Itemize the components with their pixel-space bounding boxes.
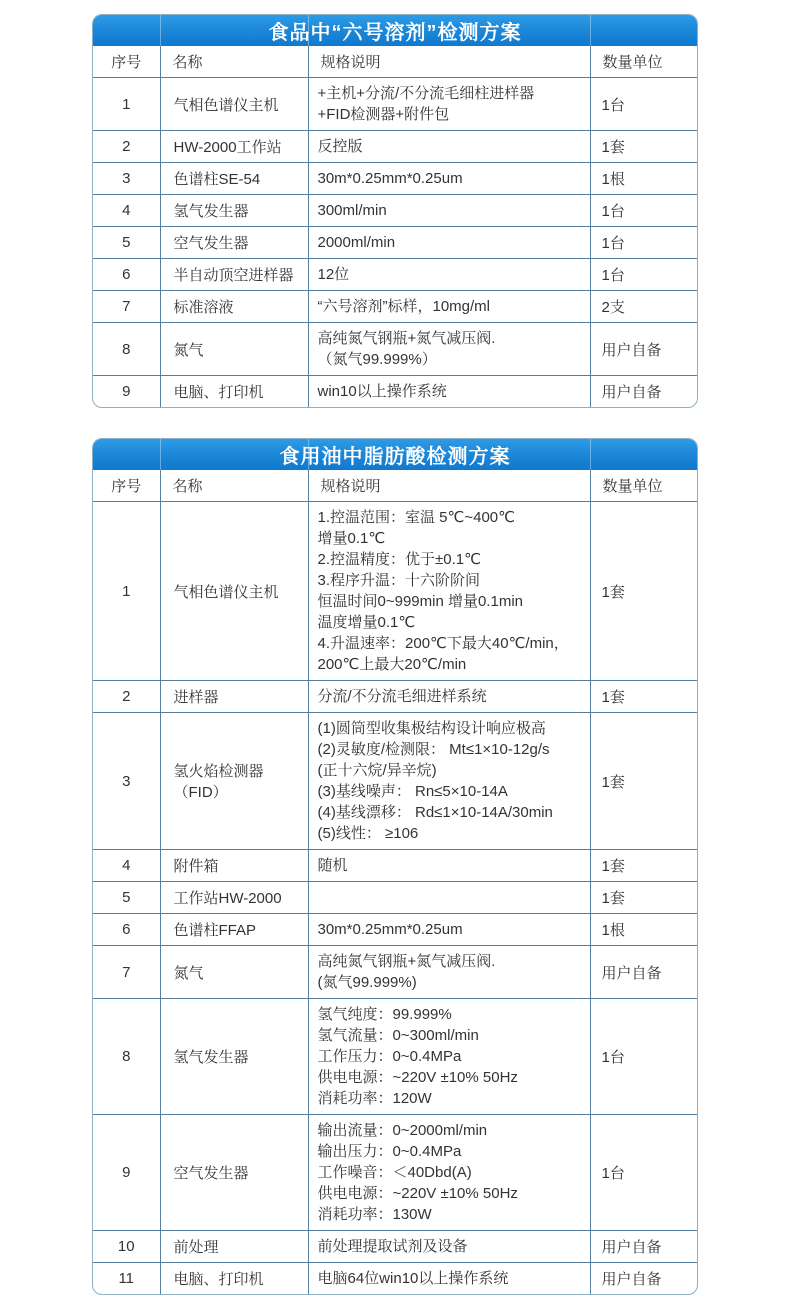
header-cell-spec: 规格说明 — [308, 46, 590, 78]
cell-spec — [308, 1115, 590, 1231]
cell-spec — [308, 946, 590, 999]
cell-name: 电脑、打印机 — [160, 1263, 308, 1295]
table-row — [93, 914, 697, 946]
spec-line: (氮气99.999%) — [317, 974, 417, 991]
cell-spec — [308, 502, 590, 681]
cell-name: 附件箱 — [160, 850, 308, 882]
table-title: 食用油中脂肪酸检测方案 — [279, 446, 511, 468]
table-title-bar — [93, 439, 697, 470]
cell-seq: 7 — [93, 946, 160, 999]
spec-line: +主机+分流/不分流毛细柱进样器 — [317, 85, 535, 102]
cell-spec — [308, 850, 590, 882]
header-row — [93, 46, 697, 78]
header-cell-qty: 数量单位 — [590, 46, 697, 78]
title-column-divider — [590, 439, 591, 470]
cell-seq: 1 — [93, 78, 160, 131]
spec-line: 2.控温精度：优于±0.1℃ — [317, 551, 481, 568]
spec-line: 随机 — [317, 857, 348, 874]
cell-name: 氮气 — [160, 946, 308, 999]
cell-qty: 1根 — [590, 163, 697, 195]
cell-spec — [308, 914, 590, 946]
cell-seq: 5 — [93, 882, 160, 914]
spec-line: 高纯氮气钢瓶+氮气减压阀. — [317, 953, 496, 970]
spec-line: 30m*0.25mm*0.25um — [317, 170, 463, 187]
cell-spec — [308, 376, 590, 408]
cell-spec — [308, 1263, 590, 1295]
spec-line: (正十六烷/异辛烷) — [317, 762, 437, 779]
cell-spec — [308, 291, 590, 323]
table-row — [93, 291, 697, 323]
cell-spec — [308, 1231, 590, 1263]
table-row — [93, 1115, 697, 1231]
cell-qty: 1套 — [590, 502, 697, 681]
cell-spec — [308, 163, 590, 195]
header-cell-name: 名称 — [160, 470, 308, 502]
cell-qty: 1台 — [590, 78, 697, 131]
spec-line: 电脑64位win10以上操作系统 — [317, 1270, 509, 1287]
cell-qty: 用户自备 — [590, 946, 697, 999]
spec-line: 增量0.1℃ — [317, 530, 386, 547]
spec-line: (5)线性： ≥106 — [317, 825, 419, 842]
cell-qty: 1套 — [590, 850, 697, 882]
table-row — [93, 946, 697, 999]
cell-qty: 用户自备 — [590, 1263, 697, 1295]
table-row — [93, 713, 697, 850]
cell-qty: 1台 — [590, 1115, 697, 1231]
cell-seq: 11 — [93, 1263, 160, 1295]
title-column-divider — [308, 15, 309, 46]
table-body — [93, 78, 697, 408]
table-title-bar — [93, 15, 697, 46]
table-row — [93, 131, 697, 163]
title-column-divider — [308, 439, 309, 470]
spec-line: (2)灵敏度/检测限： Mt≤1×10-12g/s — [317, 741, 550, 758]
cell-seq: 9 — [93, 1115, 160, 1231]
spec-line: 输出压力：0~0.4MPa — [317, 1143, 462, 1160]
table-row — [93, 78, 697, 131]
cell-name: 氮气 — [160, 323, 308, 376]
spec-line: 分流/不分流毛细进样系统 — [317, 688, 487, 705]
spec-line: 消耗功率：120W — [317, 1090, 432, 1107]
table-body — [93, 502, 697, 1295]
cell-qty: 1套 — [590, 713, 697, 850]
header-cell-seq: 序号 — [93, 46, 160, 78]
spec-line: 高纯氮气钢瓶+氮气减压阀. — [317, 330, 496, 347]
cell-seq: 2 — [93, 131, 160, 163]
cell-seq: 3 — [93, 713, 160, 850]
cell-spec — [308, 323, 590, 376]
table-row — [93, 882, 697, 914]
spec-line: 反控版 — [317, 138, 363, 155]
cell-spec — [308, 259, 590, 291]
cell-name: 色谱柱FFAP — [160, 914, 308, 946]
spec-line: 4.升温速率：200℃下最大40℃/min， — [317, 635, 569, 652]
table-row — [93, 1263, 697, 1295]
cell-seq: 8 — [93, 999, 160, 1115]
cell-seq: 1 — [93, 502, 160, 681]
spec-line: “六号溶剂”标样，10mg/ml — [317, 298, 491, 315]
cell-seq: 7 — [93, 291, 160, 323]
cell-seq: 5 — [93, 227, 160, 259]
spec-line: 氢气纯度：99.999% — [317, 1006, 452, 1023]
cell-name: 氢气发生器 — [160, 999, 308, 1115]
spec-line: 30m*0.25mm*0.25um — [317, 921, 463, 938]
cell-name: 气相色谱仪主机 — [160, 78, 308, 131]
cell-seq: 4 — [93, 195, 160, 227]
cell-seq: 3 — [93, 163, 160, 195]
table-row — [93, 999, 697, 1115]
spec-line: 温度增量0.1℃ — [317, 614, 416, 631]
spec-line: 工作噪音：＜40Dbd(A) — [317, 1164, 472, 1181]
table-row — [93, 502, 697, 681]
cell-name: 空气发生器 — [160, 227, 308, 259]
cell-name: 半自动顶空进样器 — [160, 259, 308, 291]
cell-name: 进样器 — [160, 681, 308, 713]
cell-qty: 1套 — [590, 131, 697, 163]
table-row — [93, 163, 697, 195]
spec-line: 供电电源：~220V ±10% 50Hz — [317, 1069, 518, 1086]
cell-qty: 1台 — [590, 259, 697, 291]
spec-line: 3.程序升温：十六阶阶间 — [317, 572, 481, 589]
header-row — [93, 470, 697, 502]
table-row — [93, 376, 697, 408]
spec-line: 1.控温范围：室温 5℃~400℃ — [317, 509, 515, 526]
cell-qty: 1套 — [590, 882, 697, 914]
cell-seq: 6 — [93, 914, 160, 946]
cell-name: 空气发生器 — [160, 1115, 308, 1231]
table-row — [93, 1231, 697, 1263]
cell-name: 电脑、打印机 — [160, 376, 308, 408]
cell-spec — [308, 999, 590, 1115]
title-column-divider — [160, 439, 161, 470]
header-cell-seq: 序号 — [93, 470, 160, 502]
spec-table — [93, 470, 697, 1294]
cell-name: 色谱柱SE-54 — [160, 163, 308, 195]
cell-seq: 9 — [93, 376, 160, 408]
spec-line: 恒温时间0~999min 增量0.1min — [317, 593, 523, 610]
spec-line: 200℃上最大20℃/min — [317, 656, 467, 673]
cell-spec — [308, 882, 590, 914]
cell-name: 标准溶液 — [160, 291, 308, 323]
spec-line: 工作压力：0~0.4MPa — [317, 1048, 462, 1065]
cell-name: 前处理 — [160, 1231, 308, 1263]
spec-line: win10以上操作系统 — [317, 383, 447, 400]
header-cell-name: 名称 — [160, 46, 308, 78]
cell-spec — [308, 681, 590, 713]
spec-line: 12位 — [317, 266, 350, 283]
header-cell-qty: 数量单位 — [590, 470, 697, 502]
spec-line: 氢气流量：0~300ml/min — [317, 1027, 479, 1044]
cell-name: 氢火焰检测器（FID） — [160, 713, 308, 850]
cell-spec — [308, 713, 590, 850]
cell-qty: 1台 — [590, 195, 697, 227]
table-row — [93, 850, 697, 882]
spec-line: 前处理提取试剂及设备 — [317, 1238, 468, 1255]
table-title: 食品中“六号溶剂”检测方案 — [268, 22, 522, 44]
cell-qty: 用户自备 — [590, 323, 697, 376]
cell-seq: 8 — [93, 323, 160, 376]
cell-qty: 1台 — [590, 227, 697, 259]
title-column-divider — [590, 15, 591, 46]
cell-name: HW-2000工作站 — [160, 131, 308, 163]
plan-table-fatty-acid — [92, 438, 698, 1295]
table-row — [93, 323, 697, 376]
cell-seq: 10 — [93, 1231, 160, 1263]
cell-qty: 用户自备 — [590, 1231, 697, 1263]
spec-line: （氮气99.999%） — [317, 351, 437, 368]
table-row — [93, 259, 697, 291]
cell-qty: 1台 — [590, 999, 697, 1115]
cell-qty: 2支 — [590, 291, 697, 323]
cell-spec — [308, 227, 590, 259]
cell-spec — [308, 78, 590, 131]
cell-qty: 用户自备 — [590, 376, 697, 408]
spec-line: (1)圆筒型收集极结构设计响应极高 — [317, 720, 546, 737]
spec-line: 2000ml/min — [317, 234, 396, 251]
spec-line: 消耗功率：130W — [317, 1206, 432, 1223]
cell-spec — [308, 131, 590, 163]
spec-line: (3)基线噪声： Rn≤5×10-14A — [317, 783, 508, 800]
spec-line: +FID检测器+附件包 — [317, 106, 450, 123]
cell-seq: 6 — [93, 259, 160, 291]
spec-line: 300ml/min — [317, 202, 387, 219]
table-row — [93, 227, 697, 259]
cell-spec — [308, 195, 590, 227]
header-cell-spec: 规格说明 — [308, 470, 590, 502]
cell-seq: 4 — [93, 850, 160, 882]
spec-line: 供电电源：~220V ±10% 50Hz — [317, 1185, 518, 1202]
title-column-divider — [160, 15, 161, 46]
spec-line: 输出流量：0~2000ml/min — [317, 1122, 488, 1139]
spec-line: (4)基线漂移： Rd≤1×10-14A/30min — [317, 804, 553, 821]
cell-name: 工作站HW-2000 — [160, 882, 308, 914]
cell-name: 气相色谱仪主机 — [160, 502, 308, 681]
table-row — [93, 195, 697, 227]
table-row — [93, 681, 697, 713]
cell-name: 氢气发生器 — [160, 195, 308, 227]
cell-qty: 1套 — [590, 681, 697, 713]
cell-seq: 2 — [93, 681, 160, 713]
spec-table — [93, 46, 697, 407]
cell-qty: 1根 — [590, 914, 697, 946]
plan-table-solvent — [92, 14, 698, 408]
